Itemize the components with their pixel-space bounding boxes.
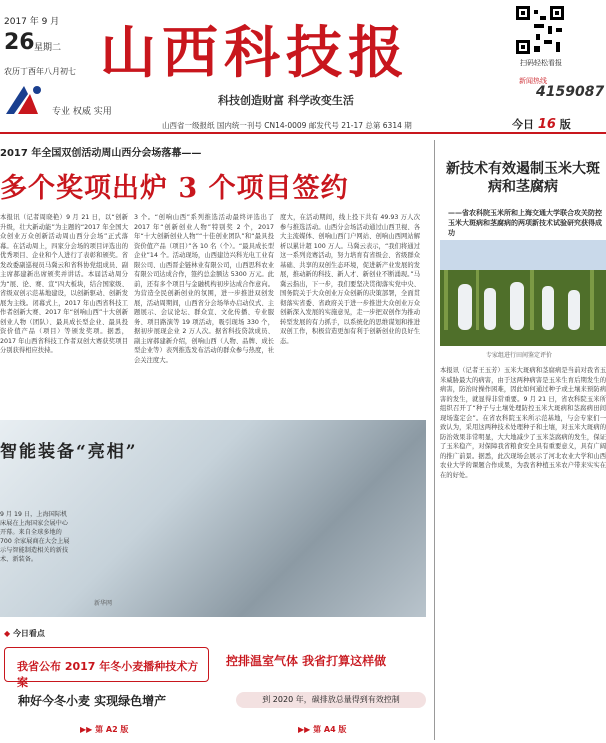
cornfield-photo[interactable] (440, 240, 606, 346)
highlight-box-2[interactable]: 控排温室气体 我省打算这样做 (226, 654, 387, 668)
svg-text:山西科技报: 山西科技报 (100, 20, 410, 84)
right-body: 本报讯（记者王玉芳）玉米大斑病和茎腐病是当前对我省玉米威胁最大的病害，由于这两种病害是玉米生育后期发生的病害，防治时操作困难，因此如何通过种子或土壤来预防病害的发生，就显得非常重要。9 月 21 日，省农科院玉米所组织召开了“种子与土壤处理防控玉米大斑病和茎腐病田间现场鉴定会”。在省农科院玉米所示范基地，与会专家们一致认为，采用这两种技术处理种子和土壤，对玉米大斑病的防治效果非常明显，大大地减少了玉米茎腐病的发生，保证了玉米稳产，对保障我省粮食安全具有重要意义，具有广阔的推广前景。据悉，此次现场会展示了河北农业大学和山西农业大学的课题合作成果，为我省种植玉米农户带来实实在在的好处。 (440, 367, 606, 479)
photo-credit: 新华网 (94, 600, 113, 607)
lead-column-3: 度大，在活动期间，线上投下共有 49.93 万人次参与推选活动。山西分会场活动通过山西卫视、各大主流媒体、创响山西门户网站、创响山西网站解析以累计超 100 万人。马冀云表示，“我们将通过这一系列竞赛活动，努力培育有省级会、省级群众基础、共享的双创生态环境，促进新产业发展的发展，推动新的科技、新人才、新创业不断涌现。”马冀云指出，下一步，我们要坚决贯彻落实党中央、国务院关于大众创业万众创新的决策部署，全面贯彻落实省委、省政府关于进一步推进大众创业万众创新深入发展的实施意见，走一步把双创作为推动转型发展的有力抓手，以系统化的思维谋划和推进双创工作，积极营造更加有利于创新创业的良好生态。 (280, 214, 420, 345)
newspaper-title (90, 14, 420, 84)
issue-day: 26 (4, 30, 35, 55)
lead-kicker: 2017 年全国双创活动周山西分会场落幕—— (0, 148, 202, 159)
arrow-icon: ▶▶ (298, 725, 314, 734)
lunar-date: 农历丁酉年八月初七 (4, 67, 76, 76)
column-divider (434, 140, 435, 740)
lead-headline[interactable]: 多个奖项出炉 3 个项目签约 (0, 173, 349, 204)
lead-column-2: 3 个。“创响山西”系列推选活动最终评选出了 2017 年“创新创业人物”特别奖 2 个，2017 年“十大创新创业人物”“十佳创业团队”和“最具投资价值产品（项目）”各 10 名（个）。“最具成长型企业”14 个。活动现场，山西建边兴科光电工业有限公司、山西晋企链林业有限公司，山西思科农业有限公司达成合作，签约总金额达 5300 万元。此前，还有多个项目与金融机构初步达成合作意向。为营造全民创新创业的氛围，进一步推进双创发展，活动周期间，山西省分会场举办启动仪式、主题展示、会议论坛、群众宣、文化传播、专业服务、项目路演等 19 项活动，吸引现场 330 个，据初步展现企业 2 万人次。据省科技贷款成员、副主席郝建新介绍，创响山西（人物、品牌、成长型企业等）表列推选发布活动的群众参与热度，社会关注度大。 (134, 214, 274, 364)
hotline-number: 4159087 (536, 84, 605, 100)
lead-column-1: 本报讯（记者周晓艳）9 月 21 日，以“创新升级，壮大新动能”为主题的“2017 年全国大众创业万众创新活动周山西分会场”正式落幕。在活动周上，四家分会场的项目评选出的优秀项目、企业和个人进行了表彰和颁奖。省发改委副巡视员马冀云和省科协党组成员、副主席郝建新出席颁奖并讲话。本届活动周分为“展、论、赛、宣”四大板块，结合国家级、省级双创示范基地建设，以创新驱动、创新发展为主线。闭幕式上，2017 年山西省科技工作者创新大赛、2017 年“创响山西”十大创新创业人物（团队）、最具成长型企业、最具投资价值产品（项目）等颁发奖项。据悉，2017 年山西省科技工作者双创大赛获奖项目分别获得相应扶持。 (0, 214, 128, 354)
masthead-sub-slogan: 科技创造财富 科学改变生活 (218, 94, 354, 107)
highlight-headline-4[interactable]: 到 2020 年，碳排放总量得到有效控制 (236, 692, 426, 708)
highlights-label: ◆ 今日看点 (4, 629, 45, 638)
highlight-box-1[interactable]: 我省公布 2017 年冬小麦播种技术方案 (4, 647, 209, 682)
qr-caption: 扫码轻松看报 (520, 59, 562, 67)
right-subheadline: ——省农科院玉米所和上海交通大学联合攻关防控玉米大斑病和茎腐病的两项新技术试验研究获得成功 (448, 209, 602, 237)
photo-title: 智能装备“亮相” (0, 442, 138, 462)
header-rule (0, 132, 606, 134)
qr-code-icon[interactable] (516, 6, 564, 54)
publication-info: 山西省一级报纸 国内统一刊号 CN14-0009 邮发代号 21-17 总第 6314 期 (162, 121, 412, 130)
right-photo-caption: 专家组进行田间鉴定评价 (486, 352, 553, 359)
bullet-icon: ◆ (4, 629, 13, 638)
arrow-icon: ▶▶ (80, 725, 96, 734)
jump-link-a4[interactable]: ▶▶ 第 A4 版 (298, 725, 347, 734)
newspaper-logo-icon (4, 84, 46, 116)
jump-link-a2[interactable]: ▶▶ 第 A2 版 (80, 725, 129, 734)
highlight-headline-2[interactable]: 种好今冬小麦 实现绿色增产 (18, 694, 167, 708)
page-count: 今日 16 版 (512, 117, 571, 132)
hotline-label: 新闻热线 (519, 77, 547, 85)
issue-date: 2017 年 9 月 (4, 17, 60, 27)
right-headline[interactable]: 新技术有效遏制玉米大斑病和茎腐病 (446, 161, 600, 195)
issue-weekday: 星期二 (34, 43, 62, 53)
masthead-slogan: 专业 权威 实用 (52, 107, 112, 117)
photo-caption: 9 月 19 日，上海国际机床展在上海国家会展中心开幕。来自全球多地的 700 余家展商在大会上展示与智能制造相关的新技术、新装备。 (0, 511, 70, 563)
